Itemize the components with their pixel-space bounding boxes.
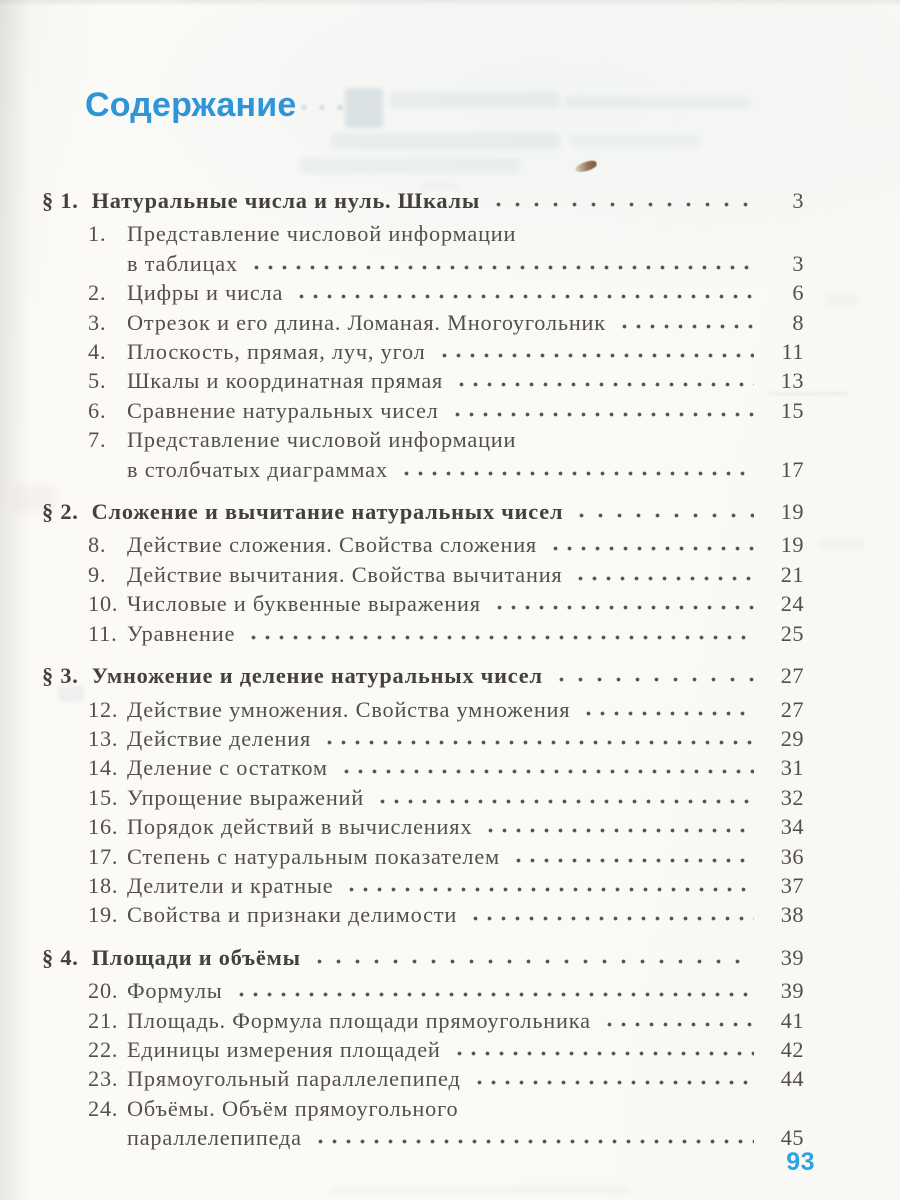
- toc-line: [88, 1064, 804, 1093]
- toc-page-number: 17: [780, 456, 804, 482]
- toc-line: [88, 724, 804, 753]
- toc-page-number: 19: [780, 532, 804, 558]
- toc-item-number: 18.: [88, 872, 119, 898]
- show-through-artifact: [570, 135, 700, 147]
- toc-item-number: 8.: [88, 532, 107, 558]
- toc-page-number: 29: [780, 725, 804, 751]
- toc-item-title: Формулы: [127, 978, 223, 1004]
- toc-item-number: 22.: [88, 1036, 119, 1062]
- leader-dots-icon: [453, 412, 754, 417]
- toc-item-number: 24.: [88, 1095, 119, 1121]
- toc-item-title: Действие вычитания. Свойства вычитания: [127, 561, 563, 587]
- leader-dots-icon: [347, 887, 754, 892]
- toc-item-entry: [42, 1064, 804, 1093]
- toc-line: [127, 455, 804, 484]
- toc-section-entry: [42, 186, 804, 215]
- toc-line: [127, 1123, 804, 1152]
- toc-item-entry: [42, 1094, 804, 1153]
- toc-line: [88, 219, 804, 248]
- toc-line: [88, 783, 804, 812]
- leader-dots-icon: [551, 546, 754, 551]
- leader-dots-icon: [605, 1022, 754, 1027]
- toc-page-number: 27: [780, 696, 804, 722]
- page-edge-shading: [0, 0, 30, 1200]
- toc-item-entry: [42, 337, 804, 366]
- toc-item-entry: [42, 724, 804, 753]
- toc-line: [88, 842, 804, 871]
- toc-page-number: 37: [780, 872, 804, 898]
- show-through-artifact: [345, 88, 383, 128]
- leader-dots-icon: [514, 858, 754, 863]
- leader-dots-icon: [495, 605, 754, 610]
- toc-item-entry: [42, 1035, 804, 1064]
- toc-section-label: § 4.: [42, 944, 79, 970]
- toc-item-entry: [42, 425, 804, 484]
- toc-item-title: Представление числовой информации: [127, 221, 517, 247]
- toc-item-entry: [42, 366, 804, 395]
- leader-dots-icon: [576, 576, 754, 581]
- toc-page-number: 25: [780, 620, 804, 646]
- toc-item-entry: [42, 783, 804, 812]
- toc-item-entry: [42, 1006, 804, 1035]
- toc-line: [42, 186, 804, 215]
- toc-page-number: 15: [780, 397, 804, 423]
- toc-item-entry: [42, 530, 804, 559]
- toc-section-entry: [42, 943, 804, 972]
- toc-line: [88, 308, 804, 337]
- leader-dots-icon: [486, 828, 754, 833]
- show-through-artifact: [824, 294, 860, 306]
- toc-item-entry: [42, 560, 804, 589]
- toc-item-number: 15.: [88, 784, 119, 810]
- toc-item-entry: [42, 695, 804, 724]
- toc-line: [88, 753, 804, 782]
- leader-dots-icon: [378, 799, 754, 804]
- toc-page-number: 38: [780, 902, 804, 928]
- toc-item-number: 7.: [88, 427, 107, 453]
- toc-section-entry: [42, 661, 804, 690]
- toc-page-number: 13: [780, 368, 804, 394]
- toc-item-title: в столбчатых диаграммах: [127, 456, 388, 482]
- leader-dots-icon: [577, 513, 754, 518]
- toc-item-title: Числовые и буквенные выражения: [127, 591, 481, 617]
- toc-line: [88, 530, 804, 559]
- toc-page-number: 32: [780, 784, 804, 810]
- toc-list: [42, 186, 804, 1153]
- leader-dots-icon: [440, 353, 754, 358]
- toc-item-title: Действие умножения. Свойства умножения: [127, 696, 571, 722]
- toc-item-entry: [42, 308, 804, 337]
- toc-line: [88, 619, 804, 648]
- toc-item-number: 19.: [88, 902, 119, 928]
- page-edge-shading: [0, 0, 900, 6]
- leader-dots-icon: [471, 916, 754, 921]
- toc-item-title: Представление числовой информации: [127, 427, 517, 453]
- toc-item-title: Единицы измерения площадей: [127, 1036, 441, 1062]
- toc-item-entry: [42, 900, 804, 929]
- toc-item-entry: [42, 219, 804, 278]
- toc-item-number: 16.: [88, 814, 119, 840]
- toc-item-title: Сравнение натуральных чисел: [127, 397, 439, 423]
- toc-item-number: 9.: [88, 561, 107, 587]
- toc-line: [127, 249, 804, 278]
- toc-line: [88, 337, 804, 366]
- toc-line: [88, 812, 804, 841]
- toc-page-number: 3: [792, 250, 804, 276]
- toc-item-title: Упрощение выражений: [127, 784, 365, 810]
- leader-dots-icon: [584, 711, 754, 716]
- toc-section-title: Натуральные числа и нуль. Шкалы: [91, 188, 481, 213]
- toc-section-label: § 1.: [42, 188, 79, 213]
- toc-line: [88, 871, 804, 900]
- toc-item-title: Степень с натуральным показателем: [127, 843, 500, 869]
- toc-item-title: Прямоугольный параллелепипед: [127, 1066, 461, 1092]
- toc-item-entry: [42, 753, 804, 782]
- show-through-artifact: [330, 133, 560, 150]
- show-through-artifact: [565, 96, 750, 108]
- toc-line: [88, 695, 804, 724]
- leader-dots-icon: [402, 471, 754, 476]
- toc-section-entry: [42, 497, 804, 526]
- toc-item-number: 3.: [88, 309, 107, 335]
- toc-item-entry: [42, 871, 804, 900]
- toc-section-label: § 3.: [42, 663, 79, 689]
- leader-dots-icon: [249, 635, 754, 640]
- toc-item-number: 23.: [88, 1066, 119, 1092]
- show-through-artifact: [330, 1186, 630, 1194]
- toc-line: [42, 661, 804, 690]
- toc-line: [88, 900, 804, 929]
- toc-item-number: 17.: [88, 843, 119, 869]
- toc-page-number: 42: [780, 1036, 804, 1062]
- toc-item-title: в таблицах: [127, 250, 238, 276]
- toc-item-number: 4.: [88, 339, 107, 365]
- toc-line: [88, 278, 804, 307]
- toc-item-title: Цифры и числа: [127, 280, 284, 306]
- toc-page-number: 11: [781, 339, 804, 365]
- leader-dots-icon: [620, 324, 754, 329]
- toc-item-title: Отрезок и его длина. Ломаная. Многоугольник: [127, 309, 606, 335]
- toc-line: [88, 1035, 804, 1064]
- leader-dots-icon: [455, 1051, 754, 1056]
- leader-dots-icon: [316, 1139, 754, 1144]
- toc-line: [88, 589, 804, 618]
- toc-page-number: 45: [780, 1125, 804, 1151]
- show-through-artifact: [820, 538, 864, 550]
- toc-item-entry: [42, 589, 804, 618]
- toc-item-number: 21.: [88, 1007, 119, 1033]
- show-through-artifact: [390, 92, 560, 108]
- toc-page-number: 19: [780, 499, 804, 525]
- toc-item-title: Порядок действий в вычислениях: [127, 814, 473, 840]
- toc-item-number: 20.: [88, 978, 119, 1004]
- toc-line: [88, 1006, 804, 1035]
- toc-item-title: Деление с остатком: [127, 755, 328, 781]
- toc-page-number: 21: [780, 561, 804, 587]
- toc-item-number: 2.: [88, 280, 107, 306]
- toc-section-title: Площади и объёмы: [91, 944, 301, 970]
- show-through-artifact: [300, 104, 352, 111]
- toc-page-number: 8: [792, 309, 804, 335]
- toc-page-number: 36: [780, 843, 804, 869]
- toc-line: [88, 976, 804, 1005]
- leader-dots-icon: [457, 382, 754, 387]
- paper-speck: [574, 159, 598, 174]
- toc-item-title: Действие деления: [127, 725, 312, 751]
- toc-item-title: Объёмы. Объём прямоугольного: [127, 1095, 459, 1121]
- toc-line: [88, 560, 804, 589]
- toc-item-number: 6.: [88, 397, 107, 423]
- toc-item-title: параллелепипеда: [127, 1125, 302, 1151]
- show-through-artifact: [300, 158, 520, 174]
- leader-dots-icon: [315, 959, 754, 964]
- contents-heading: Содержание: [85, 86, 297, 124]
- toc-item-title: Шкалы и координатная прямая: [127, 368, 444, 394]
- toc-page-number: 31: [780, 755, 804, 781]
- toc-section-title: Умножение и деление натуральных чисел: [91, 663, 543, 689]
- toc-item-title: Уравнение: [127, 620, 236, 646]
- toc-line: [88, 366, 804, 395]
- leader-dots-icon: [557, 677, 754, 682]
- toc-item-entry: [42, 396, 804, 425]
- leader-dots-icon: [342, 769, 754, 774]
- toc-item-number: 14.: [88, 755, 119, 781]
- toc-page-number: 27: [780, 663, 804, 689]
- toc-line: [88, 396, 804, 425]
- toc-page-number: 39: [780, 944, 804, 970]
- toc-item-title: Свойства и признаки делимости: [127, 902, 458, 928]
- leader-dots-icon: [494, 202, 754, 207]
- toc-item-number: 1.: [88, 221, 107, 247]
- toc-page-number: 24: [780, 591, 804, 617]
- page-number-folio: 93: [786, 1148, 815, 1176]
- toc-section-label: § 2.: [42, 499, 79, 525]
- toc-item-title: Делители и кратные: [127, 872, 334, 898]
- toc-item-number: 11.: [88, 620, 118, 646]
- toc-item-entry: [42, 619, 804, 648]
- toc-section-title: Сложение и вычитание натуральных чисел: [91, 499, 564, 525]
- leader-dots-icon: [237, 992, 754, 997]
- toc-item-number: 13.: [88, 725, 119, 751]
- toc-page-number: 41: [780, 1007, 804, 1033]
- toc-line: [42, 497, 804, 526]
- leader-dots-icon: [252, 265, 754, 270]
- toc-item-title: Площадь. Формула площади прямоугольника: [127, 1007, 591, 1033]
- toc-line: [88, 1094, 804, 1123]
- toc-page-number: 6: [792, 280, 804, 306]
- toc-item-entry: [42, 976, 804, 1005]
- toc-page-number: 44: [780, 1066, 804, 1092]
- toc-item-number: 10.: [88, 591, 119, 617]
- toc-item-entry: [42, 278, 804, 307]
- leader-dots-icon: [297, 294, 754, 299]
- leader-dots-icon: [325, 740, 754, 745]
- toc-page-number: 34: [780, 814, 804, 840]
- toc-item-number: 5.: [88, 368, 107, 394]
- toc-item-entry: [42, 812, 804, 841]
- toc-item-number: 12.: [88, 696, 119, 722]
- toc-item-entry: [42, 842, 804, 871]
- toc-item-title: Действие сложения. Свойства сложения: [127, 532, 537, 558]
- toc-item-title: Плоскость, прямая, луч, угол: [127, 339, 426, 365]
- toc-line: [42, 943, 804, 972]
- toc-page-number: 39: [780, 978, 804, 1004]
- toc-line: [88, 425, 804, 454]
- toc-page-number: 3: [792, 188, 804, 213]
- leader-dots-icon: [475, 1080, 754, 1085]
